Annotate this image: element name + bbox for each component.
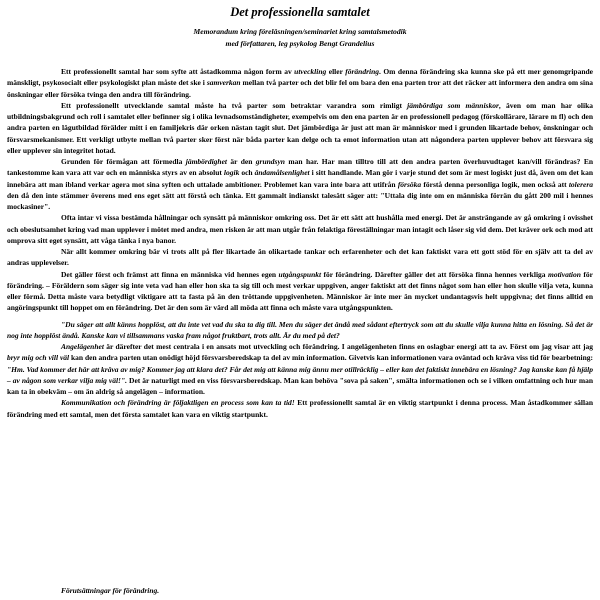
paragraph — [7, 246, 593, 269]
italic-text-run: utgångspunkt — [278, 269, 322, 279]
italic-text-run: motivation — [548, 269, 581, 279]
italic-text-run: förändring — [345, 67, 379, 76]
document-body — [7, 66, 593, 420]
text-run: i sitt handlande. Man gör i varje stund det som är mest logiskt just då, även om det kan innebära att man ibland verkar agera mot sina syften och uttalade ambitioner. Problemet kan vara inte bara att utifrån — [7, 168, 593, 189]
text-run: Ofta intar vi vissa bestämda hållningar och synsätt på människor omkring oss. Det är ett sätt att hushålla med energi. Det är ansträngande av gå omkring i ovisshet och obeslutsamhet kring vad man upplever i mötet med andra, men risken är att man utgår från felaktiga föreställningar man intagit och låser sig vid dem. Det kräver ork och mod att omprova sitt eget synsätt, att våga tänka i nya banor. — [7, 213, 593, 245]
text-run: för förändring. – Föräldern som säger sig inte veta vad han eller hon ska ta sig till och mest verkar uppgiven, anger faktiskt att det finns något som han eller hon skulle vilja veta, kunna eller förmå. Detta måste vara betydligt viktigare att ta fasta på än den tröttande uppgivenheten. Människor är inte mer än mycket undantagsvis helt uppgivna; det finns alltid en angöringspunkt till hoppet om en förändring. Det är den som är värd all möda att finna och måste vara utgångspunkten. — [7, 269, 593, 313]
text-run: Ett professionellt samtal är en viktig startpunkt i denna process. Man åstadkommer sällan förändring med ett samtal, men det första samtalet kan vara en viktig startpunkt. — [7, 398, 593, 419]
text-run: är den — [227, 157, 256, 166]
text-run: . Om denna förändring ska kunna ske på ett mer genomgripande mänskligt, psykosocialt eller psykologiskt plan måste det ske i — [7, 67, 593, 88]
italic-text-run: "Hm. Vad kommer det här att kräva av mig? Kommer jag att klara det? Får det mig att känna mig ännu mer otillräcklig – eller kan det faktiskt innebära en lösning? Jag kanske kan få hjälp – av någon som verkar vilja mig väl!". — [7, 364, 593, 385]
text-run: Ett professionellt utvecklande samtal måste ha två parter som betraktar varandra som rimligt — [61, 100, 408, 110]
quoted-paragraph — [7, 319, 593, 342]
text-run: Grunden för förmågan att förmedla — [61, 157, 186, 166]
text-run: den då den inte stämmer överens med ens eget sätt att förstå och tänka. Ett gammalt indianskt talesätt säger att: "Uttala dig inte om en människa förrän du gått 200 mil i hennes mockasiner". — [7, 190, 593, 211]
text-run: för förändring. Därefter gäller det att försöka finna hennes verkliga — [321, 269, 549, 279]
text-run: Ett professionellt samtal har som syfte att åstadkomma någon form av — [61, 67, 295, 76]
text-run: är därefter det mest centrala i en ansats mot utveckling och förändring. I angelägenheten finns en oslagbar energi att ta av. Först om jag visar att jag — [103, 342, 593, 351]
text-run: , även om man har olika utbildningsbakgrund och roll i samtalet eller befinner sig i olika levnadsomständigheter, exempelvis om den ena parten är en professionell pedagog (förskollärare, lärare m fl) och den andra parten en lägutbildad förälder mitt i en familjekris där orken nästan tagit slut. Det jämbördiga är just att man är människor med i grunden likartade behov, önskningar och försvarsmekanismer. Ett verkligt utbyte mellan två parter sker först när båda parter kan delge och ta emot information utan att någondera parten upplever behov att försvara sig eller upplever sin integritet hotad. — [7, 100, 593, 155]
italic-text-run: jämbördiga som människor — [407, 100, 499, 110]
italic-text-run: Kommunikation och förändring är följaktligen en process som kan ta tid! — [61, 398, 295, 408]
italic-text-run: logik — [223, 168, 240, 178]
document-subtitle-1: Memorandum kring föreläsningen/seminariet kring samtalsmetodik — [193, 27, 407, 36]
section-heading: Förutsättningar för förändring. — [61, 586, 160, 595]
text-run: kan den andra parten utan onödigt höjd försvarsberedskap ta del av min information. Givetvis kan informationen vara oväntad och kräva viss tid för bearbetning: — [69, 353, 593, 363]
text-run: eller — [326, 67, 346, 76]
italic-text-run: tolerera — [568, 179, 593, 189]
italic-text-run: samverkan — [206, 78, 241, 88]
document-subtitle-2: med författaren, leg psykolog Bengt Grandelius — [225, 39, 375, 48]
document-title: Det professionella samtalet — [230, 5, 370, 19]
paragraph — [7, 156, 593, 212]
text-run: När allt kommer omkring bär vi trots allt på fler likartade än olikartade tankar och erfarenheter och det kan faktiskt vara ett gott stöd för en själv att ta del av andras upplevelser. — [7, 247, 593, 268]
text-run: man har. Har man tilltro till att den andra parten överhuvudtaget kan/vill förändras? En tankestomme kan vara att var och en människa styrs av en absolut — [7, 157, 593, 178]
text-run: förstå denna personliga logik, men också att — [421, 179, 569, 189]
paragraph — [7, 269, 593, 314]
italic-text-run: grundsyn — [255, 157, 285, 166]
italic-text-run: ändamålsenlighet — [254, 168, 310, 178]
text-run: och — [239, 168, 255, 178]
italic-text-run: Angelägenhet — [61, 342, 104, 351]
text-run: mellan två parter och det blir fel om bara den ena parten tror att det räcker att informera den andra om sina önskningar eller försöka tvinga den andra till förändring. — [7, 78, 593, 99]
text-run: Det gäller först och främst att finna en människa vid hennes egen — [61, 269, 279, 279]
italic-text-run: bryr mig och vill väl — [7, 353, 70, 363]
italic-text-run: försöka — [397, 179, 422, 189]
paragraph — [7, 100, 593, 156]
italic-text-run: jämbördighet — [185, 157, 227, 166]
paragraph — [7, 66, 593, 100]
paragraph — [7, 397, 593, 420]
text-run: Det är naturligt med en viss försvarsberedskap. Man kan behöva "sova på saken", smälta informationen och se i vilken omfattning och hur man kan ta in obekväm – om än aldrig så angelägen – information. — [7, 375, 593, 396]
italic-text-run: "Du säger att allt känns hopplöst, att du inte vet vad du ska ta dig till. Men du säger det ändå med sådant eftertryck som att du skulle vilja kunna hitta en lösning. Så det är nog inte hopplöst ändå. Kanske kan vi tillsammans vaska fram något fruktbart, trots allt. Är du med på det? — [7, 319, 593, 340]
italic-text-run: utveckling — [294, 67, 327, 76]
paragraph — [7, 341, 593, 397]
paragraph — [7, 212, 593, 246]
